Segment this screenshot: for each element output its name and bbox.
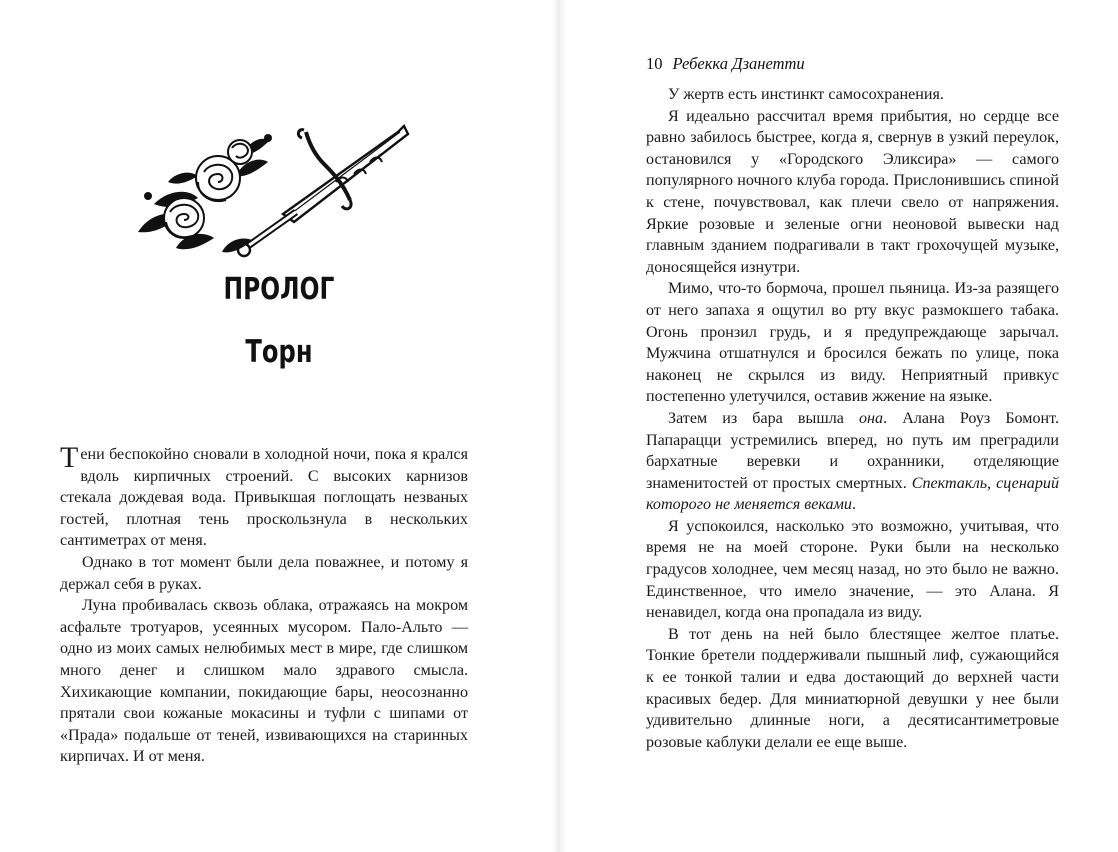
italic-text: она xyxy=(859,409,884,427)
running-head xyxy=(646,54,805,74)
paragraph: Мимо, что-то бормоча, прошел пьяница. Из-за разящего от него запаха я ощутил во рту вкус размокшего табака. Огонь пронзил грудь, и я предупреждающе зарычал. Мужчина отшатнулся и бросился бежать по улице, пока наконец не скрылся из виду. Неприятный привкус постепенно улетучился, оставив жжение на языке. xyxy=(646,280,1059,406)
paragraph: У жертв есть инстинкт самосохранения. xyxy=(668,86,944,103)
left-page-body xyxy=(60,441,468,768)
running-head-author: Ребекка Дзанетти xyxy=(672,54,805,73)
paragraph: Луна пробивалась сквозь облака, отражаясь на мокром асфальте тротуаров, усеянных мусором. Пало-Альто — одно из моих самых нелюбимых мест в мире, где слишком много денег и слишком мало здравого смысла. Хихикающие компании, покидающие бары, неосознанно прятали свои кожаные мокасины и туфли с шипами от «Прада» подальше от теней, извивающихся на старинных кирпичах. И от меня. xyxy=(60,597,468,766)
page-number: 10 xyxy=(646,54,663,73)
italic-text: Спектакль, сценарий которого не меняется веками xyxy=(646,474,1059,514)
paragraph: В тот день на ней было блестящее желтое платье. Тонкие бретели поддерживали пышный лиф, сужающийся к ее тонкой талии и едва достающий до верхней части красивых бедер. Для миниатюрной девушки у нее были удивительно длинные ноги, а десятисантиметровые розовые каблуки делали ее еще выше. xyxy=(646,625,1059,751)
right-page xyxy=(566,0,1118,852)
text-run: Затем из бара вышла xyxy=(668,409,859,427)
paragraph-text: ени беспокойно сновали в холодной ночи, пока я крался вдоль кирпичных строений. С высоких карнизов стекала дождевая вода. Привыкшая поглощать незваных гостей, плотная тень проскользнула в нескольких сантиметрах от меня. xyxy=(60,446,468,550)
text-run: . xyxy=(851,496,856,514)
book-gutter xyxy=(552,0,566,852)
left-page xyxy=(0,0,558,852)
paragraph: Я идеально рассчитал время прибытия, но сердце все равно забилось быстрее, когда я, свернув в узкий переулок, остановился у «Городского Эликсира» — самого популярного ночного клуба города. Прислонившись спиной к стене, почувствовал, как плечи свело от напряжения. Яркие розовые и зеленые огни неоновой вывески над главным зданием подрагивали в такт грохочущей музыке, доносящейся изнутри. xyxy=(646,107,1059,276)
chapter-title: Торн xyxy=(245,334,313,370)
paragraph xyxy=(646,408,1059,516)
chapter-label: ПРОЛОГ xyxy=(223,272,335,307)
paragraph: Я успокоился, насколько это возможно, учитывая, что время не на моей стороне. Руки были на несколько градусов холоднее, чем месяц назад, но это было не важно. Единственное, что имело значение, — это Алана. Я ненавидел, когда она пропадала из виду. xyxy=(646,517,1059,622)
paragraph: Однако в тот момент были дела поважнее, и потому я держал себя в руках. xyxy=(60,553,468,593)
text-run: . Алана Роуз Бомонт. Папарацци устремились вперед, но путь им преградили бархатные веревки и охранники, отделяющие знаменитостей от простых смертных. xyxy=(646,409,1059,492)
sword-rose-ornament-icon xyxy=(118,112,418,262)
right-page-body xyxy=(646,84,1059,753)
paragraph xyxy=(60,441,468,552)
drop-cap: Т xyxy=(60,441,79,474)
